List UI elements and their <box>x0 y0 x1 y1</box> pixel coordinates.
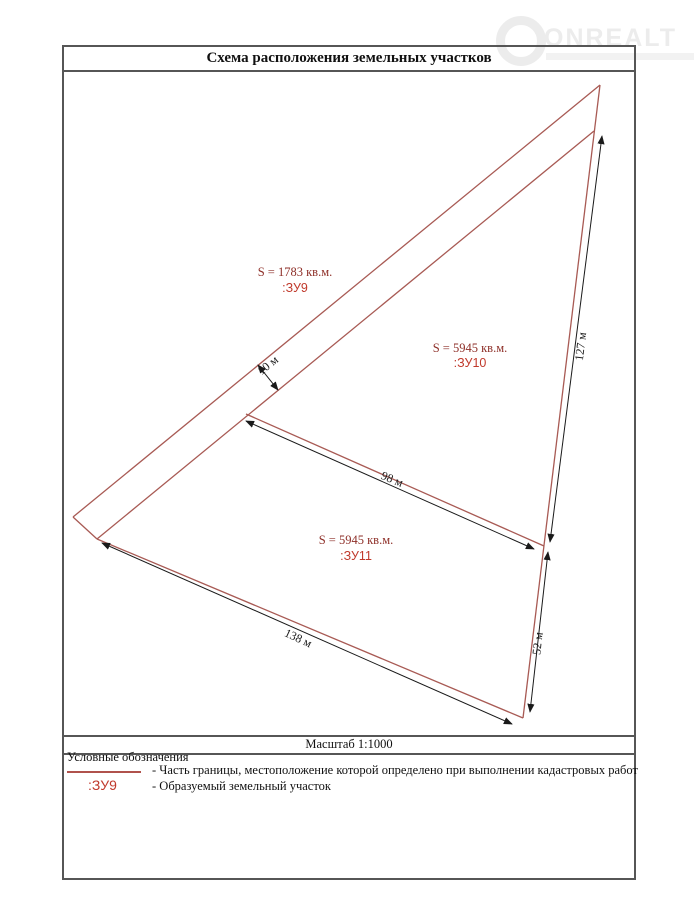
parcel-boundaries-svg <box>62 72 636 735</box>
parcel-name-zu9: :ЗУ9 <box>282 281 308 295</box>
page-title: Схема расположения земельных участков <box>206 50 492 66</box>
dimension-lines <box>102 136 602 724</box>
bottom-boundary <box>97 539 523 718</box>
watermark-brand-text: ONREALT <box>544 24 677 52</box>
dimension-label-127m: 127 м <box>571 331 590 362</box>
dimension-label-138m: 138 м <box>282 625 315 651</box>
dimension-label-98m: 98 м <box>379 468 406 490</box>
area-label-zu9: S = 1783 кв.м. <box>257 265 333 279</box>
parcel-name-zu11: :ЗУ11 <box>340 549 372 563</box>
legend-boundary-line-symbol <box>67 771 141 773</box>
strip-lower-boundary <box>97 131 594 539</box>
legend-parcel-item-text: - Образуемый земельный участок <box>152 779 331 793</box>
legend-heading: Условные обозначения <box>67 750 189 764</box>
parcel-name-zu10: :ЗУ10 <box>453 356 487 370</box>
strip-upper-boundary <box>73 85 600 517</box>
scale-label: Масштаб 1:1000 <box>305 737 393 751</box>
legend-parcel-symbol: :ЗУ9 <box>88 777 117 793</box>
dimension-label-52m: 52 м <box>529 631 546 656</box>
dimension-label-10m: 10 м <box>254 352 281 378</box>
area-label-zu11: S = 5945 кв.м. <box>318 533 394 547</box>
area-label-zu10: S = 5945 кв.м. <box>432 341 508 355</box>
boundary-lines <box>73 85 600 718</box>
strip-end-boundary <box>73 517 97 539</box>
legend-boundary-item-text: - Часть границы, местоположение которой определено при выполнении кадастровых работ <box>152 763 638 777</box>
